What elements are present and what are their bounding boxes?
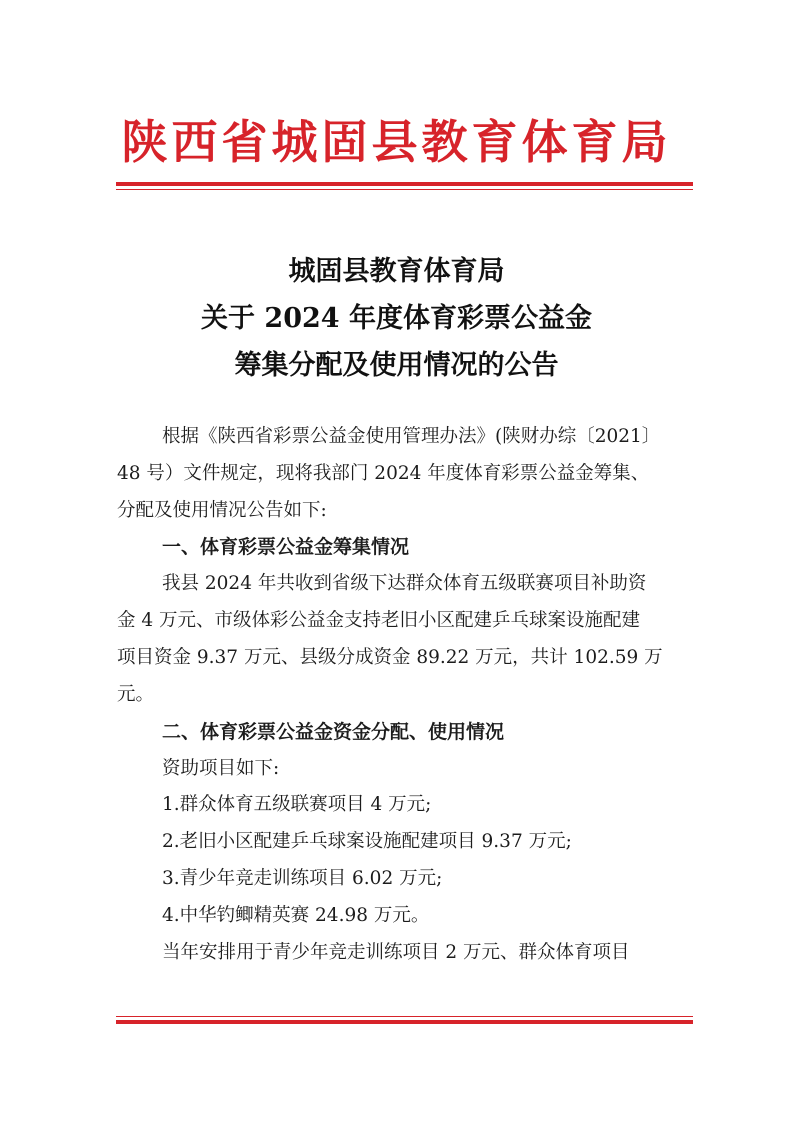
letterhead-org-name: 陕西省城固县教育体育局 bbox=[121, 115, 672, 169]
intro-line-1: 根据《陕西省彩票公益金使用管理办法》(陕财办综〔2021〕 bbox=[162, 426, 661, 447]
notice-title-line-3: 筹集分配及使用情况的公告 bbox=[234, 350, 559, 381]
section-1-line-1: 我县 2024 年共收到省级下达群众体育五级联赛项目补助资 bbox=[162, 573, 647, 594]
footer-rule-thin bbox=[116, 1016, 693, 1017]
notice-title-line-1: 城固县教育体育局 bbox=[288, 256, 505, 287]
footer-rule-thick bbox=[116, 1020, 693, 1024]
funded-item-3: 3.青少年竞走训练项目 6.02 万元; bbox=[162, 868, 443, 889]
funded-item-1: 1.群众体育五级联赛项目 4 万元; bbox=[162, 794, 432, 815]
funded-item-4: 4.中华钓鲫精英赛 24.98 万元。 bbox=[162, 905, 430, 926]
section-1-line-3: 项目资金 9.37 万元、县级分成资金 89.22 万元，共计 102.59 万 bbox=[117, 647, 663, 668]
intro-line-3: 分配及使用情况公告如下: bbox=[117, 500, 327, 521]
section-1-line-2: 金 4 万元、市级体彩公益金支持老旧小区配建乒乓球案设施配建 bbox=[117, 610, 641, 631]
section-2-last-line: 当年安排用于青少年竞走训练项目 2 万元、群众体育项目 bbox=[162, 942, 630, 963]
section-2-intro: 资助项目如下: bbox=[162, 758, 280, 779]
section-2-heading: 二、体育彩票公益金资金分配、使用情况 bbox=[162, 721, 505, 743]
notice-title-line-2: 关于 2024 年度体育彩票公益金 bbox=[201, 303, 592, 334]
section-1-heading: 一、体育彩票公益金筹集情况 bbox=[162, 536, 410, 558]
funded-item-2: 2.老旧小区配建乒乓球案设施配建项目 9.37 万元; bbox=[162, 831, 572, 852]
section-1-line-4: 元。 bbox=[117, 684, 155, 705]
letterhead-rule-thin bbox=[116, 189, 693, 190]
intro-line-2: 48 号）文件规定，现将我部门 2024 年度体育彩票公益金筹集、 bbox=[117, 463, 650, 484]
letterhead-rule-thick bbox=[116, 182, 693, 186]
notice-title bbox=[0, 248, 793, 389]
